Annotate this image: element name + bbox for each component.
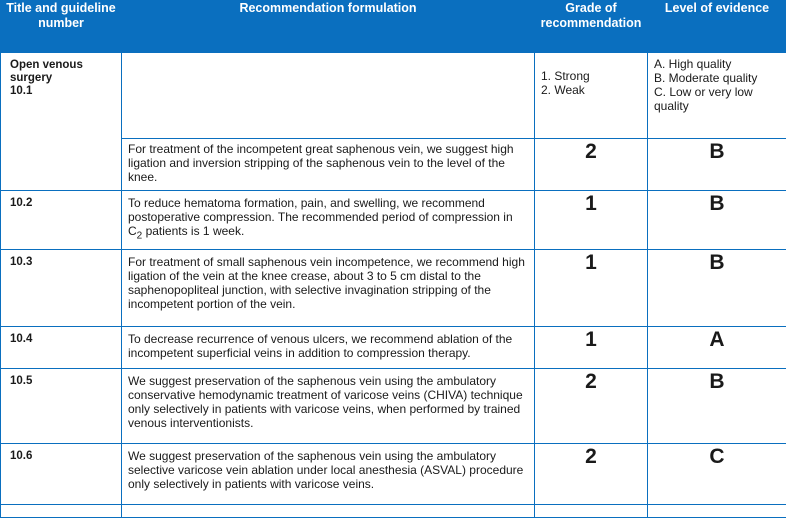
guideline-number: 10.5 (1, 369, 122, 444)
guideline-number: 10.3 (1, 250, 122, 327)
recommendation-text: For treatment of small saphenous vein incompetence, we recommend high ligation of the vein at the knee crease, about 3 to 5 cm distal to the saphenopopliteal junction, with selective invagination stripping of the incompetent portion of the vein. (122, 250, 535, 327)
grade-value: 2 (535, 139, 648, 191)
guideline-number: 10.6 (1, 444, 122, 505)
empty-cell (1, 505, 122, 518)
section-number: 10.1 (10, 85, 121, 98)
header-grade: Grade of recommendation (535, 1, 648, 53)
evidence-legend-low: C. Low or very low quality (654, 85, 780, 113)
table-row (1, 250, 786, 327)
grade-value: 2 (535, 444, 648, 505)
empty-cell (648, 505, 786, 518)
section-blank-cell (122, 53, 535, 139)
section-title: Open venous surgery (10, 59, 121, 85)
evidence-legend (648, 53, 786, 139)
grade-value: 2 (535, 369, 648, 444)
evidence-value: C (648, 444, 786, 505)
table-row (1, 191, 786, 250)
empty-cell (122, 505, 535, 518)
table-row (1, 444, 786, 505)
evidence-legend-high: A. High quality (654, 57, 780, 71)
header-recommendation: Recommendation formulation (122, 1, 535, 53)
grade-legend-strong: 1. Strong (541, 69, 641, 83)
recommendation-text: We suggest preservation of the saphenous vein using the ambulatory selective varicose vein ablation under local anesthesia (ASVAL) procedure only selectively in patients with varicose veins. (122, 444, 535, 505)
recommendation-text (122, 191, 535, 250)
recommendation-text: We suggest preservation of the saphenous vein using the ambulatory conservative hemodynamic treatment of varicose veins (CHIVA) technique only selectively in patients with varicose veins, when performed by trained venous interventionists. (122, 369, 535, 444)
evidence-value: A (648, 327, 786, 369)
table-row (1, 327, 786, 369)
table-row (1, 369, 786, 444)
evidence-value: B (648, 369, 786, 444)
recommendation-subscript: 2 (137, 230, 143, 241)
recommendation-text-part: To reduce hematoma formation, pain, and swelling, we recommend postoperative compression. The recommended period of compression in C (128, 196, 513, 238)
grade-value: 1 (535, 327, 648, 369)
header-title-number: Title and guideline number (1, 1, 122, 53)
empty-cell (535, 505, 648, 518)
recommendation-text: For treatment of the incompetent great saphenous vein, we suggest high ligation and inversion stripping of the saphenous vein to the level of the knee. (122, 139, 535, 191)
grade-legend (535, 53, 648, 139)
section-title-cell (1, 53, 122, 191)
guideline-number: 10.4 (1, 327, 122, 369)
section-intro-row (1, 53, 786, 139)
table-row-partial (1, 505, 786, 518)
recommendation-text-part: patients is 1 week. (142, 224, 244, 238)
evidence-value: B (648, 250, 786, 327)
header-row (1, 1, 786, 53)
grade-value: 1 (535, 191, 648, 250)
evidence-legend-moderate: B. Moderate quality (654, 71, 780, 85)
grade-value: 1 (535, 250, 648, 327)
grade-legend-weak: 2. Weak (541, 83, 641, 97)
recommendation-text: To decrease recurrence of venous ulcers, we recommend ablation of the incompetent superficial veins in addition to compression therapy. (122, 327, 535, 369)
evidence-value: B (648, 139, 786, 191)
guideline-number: 10.2 (1, 191, 122, 250)
header-evidence: Level of evidence (648, 1, 786, 53)
evidence-value: B (648, 191, 786, 250)
